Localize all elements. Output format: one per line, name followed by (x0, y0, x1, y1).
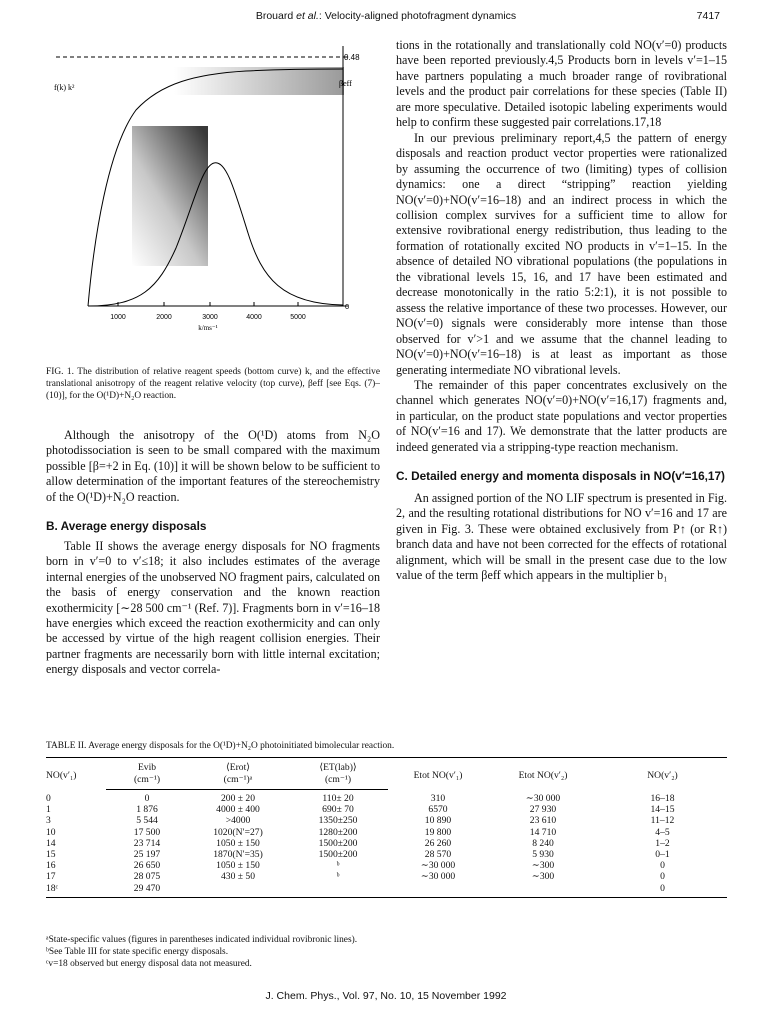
y-axis-label: f(k) k² (54, 83, 75, 92)
col-unit-erot: (cm⁻¹)ᵃ (188, 774, 288, 790)
col-header-no-v2: NO(v′₂) (598, 758, 727, 790)
table-cell: 1280±200 (318, 826, 358, 838)
table-cell: 310 (430, 792, 446, 804)
distribution-curve (88, 163, 343, 306)
table-cell: >4000 (225, 815, 251, 827)
x-tick-labels (110, 314, 306, 321)
col-header-no-v1: NO(v′₁) (46, 758, 106, 790)
x-axis-label: k/ms⁻¹ (198, 324, 218, 332)
x-tick-label: 4000 (246, 314, 262, 321)
x-tick-label: 3000 (202, 314, 218, 321)
table-cell: 10 (46, 826, 56, 838)
table-row (46, 883, 727, 898)
table-cell: 23 610 (529, 815, 557, 827)
table-cell (388, 883, 488, 898)
table-cell: 1500±200 (318, 849, 358, 861)
table-cell: 27 930 (529, 804, 557, 816)
table-cell: ᵇ (336, 871, 340, 883)
table-cell: 1 (46, 804, 51, 816)
figure-caption: FIG. 1. The distribution of relative reagent speeds (bottom curve) k, and the effective translational anisotropy of the reagent relative velocity (top curve), βeff [see Eqs. (7)–(10)], for the O(¹D)+N₂O reaction. (46, 367, 380, 402)
col-header-etot-v1: Etot NO(v′₁) (388, 758, 488, 790)
table-cell: 10 890 (424, 815, 452, 827)
table-cell: ∼300 (531, 860, 555, 872)
right-label-bottom: 0 (345, 302, 350, 311)
paragraph-remainder: The remainder of this paper concentrates exclusively on the channel which generates NO(v′=0)+NO(v′=16,17) fragments and, in particular, on the product state populations and vector properties of NO(v′=16 and 17). We demonstrate that the latter products are indeed generated via a stripping-type reaction mechanism. (396, 377, 727, 454)
table-cell: 4–5 (655, 826, 670, 838)
table-cell: 23 714 (133, 837, 161, 849)
right-series-label: βeff (339, 79, 352, 88)
table-row (46, 790, 727, 805)
table-cell: 14 710 (529, 826, 557, 838)
footnote-b: ᵇSee Table III for state specific energy disposals. (46, 947, 229, 957)
x-tick-label: 5000 (290, 314, 306, 321)
paragraph-lif-spectrum: An assigned portion of the NO LIF spectrum is presented in Fig. 2, and the resulting rotational distributions for NO v′=16 and 17 are given in Fig. 3. These were obtained exclusively from P↑ (or R↑) branch data and have not been corrected for the effects of rotational alignment, which will be small in the present case due to the low value of the term βeff which appears in the multiplier b₁ (396, 490, 727, 582)
table-cell: 0 (598, 883, 727, 898)
table-cell: 0–1 (655, 849, 670, 861)
table-cell: 0 (660, 860, 665, 872)
table-cell: 4000 ± 400 (216, 804, 260, 816)
journal-footer: J. Chem. Phys., Vol. 97, No. 10, 15 November 1992 (265, 990, 507, 1002)
x-ticks (118, 302, 298, 306)
col-unit-evib: (cm⁻¹) (106, 774, 188, 790)
col-header-erot: ⟨Erot⟩ (188, 758, 288, 775)
table-cell: 11–12 (650, 815, 675, 827)
table-cell: 3 (46, 815, 51, 827)
table-cell: ∼30 000 (525, 792, 561, 804)
shade-band-lower (132, 126, 208, 266)
section-heading-b: B. Average energy disposals (46, 519, 207, 534)
table-body (46, 790, 727, 898)
section-heading-c: C. Detailed energy and momenta disposals in NO(v′=16,17) (396, 469, 725, 484)
table-cell: 1–2 (655, 837, 670, 849)
table-cell: 16–18 (650, 792, 675, 804)
table-cell: 14 (46, 837, 56, 849)
footnote-a: ᵃState-specific values (figures in parentheses indicated individual rovibronic lines). (46, 935, 358, 945)
table-cell: ∼300 (531, 871, 555, 883)
table-cell: 200 ± 20 (220, 793, 256, 804)
table-cell: ∼30 000 (420, 860, 456, 872)
x-tick-label: 2000 (156, 314, 172, 321)
table-cell: 690± 70 (322, 804, 354, 816)
table-cell: 17 (46, 871, 56, 883)
table-cell: 28 570 (424, 849, 452, 861)
paragraph-anisotropy: Although the anisotropy of the O(¹D) atoms from N₂O photodissociation is seen to be small compared with the maximum possible [β=+2 in Eq. (10)] it will be shown below to be sufficient to allow determination of the important features of the stereochemistry of the O(¹D)+N₂O reaction. (46, 428, 380, 504)
table-cell: 0 (144, 793, 150, 804)
table-cell: 14–15 (650, 804, 675, 816)
table-cell: 8 240 (532, 837, 554, 849)
table-footnotes (46, 934, 357, 970)
table-cell: 15 (46, 849, 56, 861)
table-cell: 17 500 (133, 826, 161, 838)
table-cell: 1050 ± 150 (216, 837, 260, 849)
table-cell: 1870(N′=35) (213, 849, 263, 861)
table-cell: 5 544 (136, 815, 158, 827)
table-cell: 5 930 (532, 849, 554, 861)
table-cell: 1350±250 (318, 815, 358, 827)
table-cell: 110± 20 (322, 793, 354, 804)
table-cell (188, 883, 288, 898)
table-cell: 29 470 (106, 883, 188, 898)
table-cell: 0 (660, 871, 665, 883)
table-row (46, 827, 727, 838)
table-cell: 1 876 (136, 804, 158, 816)
table-row (46, 860, 727, 871)
figure-1 (46, 38, 380, 338)
shade-band-upper (174, 67, 344, 95)
table-cell (288, 883, 388, 898)
table-row (46, 849, 727, 860)
table-header (46, 758, 727, 790)
right-column (396, 38, 727, 583)
table-cell: 1020(N′=27) (213, 826, 263, 838)
table-cell: 1500±200 (318, 837, 358, 849)
table-cell: 0 (46, 792, 51, 804)
table-cell: 25 197 (133, 849, 161, 861)
table-row (46, 871, 727, 882)
table-row (46, 838, 727, 849)
footnote-c: ᶜv=18 observed but energy disposal data not measured. (46, 959, 252, 969)
table-cell: 430 ± 50 (220, 871, 256, 883)
table-row (46, 815, 727, 826)
col-header-et-lab: ⟨ET(lab)⟩ (288, 758, 388, 775)
paragraph-continuation: tions in the rotationally and translationally cold NO(v′=0) products have been reported previously.4,5 Products born in levels v′=1–15 have partners populating a much broader range of rovibrational levels and the product pair correlations for these species (Table II) are more speculative. Detailed isotopic labeling experiments would help to confirm these suggested pair correlations.17,18 (396, 38, 727, 130)
paragraph-energy-disposals: Table II shows the average energy disposals for NO fragments born in v′=0 to v′≤18; it also includes estimates of the average internal energies of the unobserved NO fragment pairs, calculated on the basis of energy conservation and the known reaction exothermicity [∼28 500 cm⁻¹ (Ref. 7)]. Fragments born in v′=16–18 have energies which exceed the reaction exothermicity and can only be accessed by virtue of the high reagent collision energies. Their partner fragments are necessarily born with little internal excitation; energy disposals and vector correla- (46, 538, 380, 677)
table-cell (488, 883, 598, 898)
table-cell: 16 (46, 860, 56, 872)
page-number: 7417 (696, 10, 720, 22)
figure-1-plot (46, 38, 380, 338)
table-cell: ᵇ (336, 860, 340, 872)
table-2 (46, 757, 727, 898)
beta-eff-curve (88, 69, 343, 306)
table-caption: TABLE II. Average energy disposals for the O(¹D)+N₂O photoinitiated bimolecular reaction. (46, 741, 395, 751)
table-row (46, 804, 727, 815)
right-label-top: 0.48 (344, 53, 360, 62)
x-tick-label: 1000 (110, 314, 126, 321)
col-header-evib: Evib (106, 758, 188, 775)
table-cell: 26 650 (133, 860, 161, 872)
table-cell: 1050 ± 150 (216, 860, 260, 872)
table-cell: ∼30 000 (420, 871, 456, 883)
table-cell: 18ᶜ (46, 883, 106, 898)
col-unit-et-lab: (cm⁻¹) (288, 774, 388, 790)
running-title: Brouard et al.: Velocity-aligned photofragment dynamics (255, 10, 517, 22)
col-header-etot-v2: Etot NO(v′₂) (488, 758, 598, 790)
paragraph-preliminary-report: In our previous preliminary report,4,5 the pattern of energy disposals and reaction product vector properties were rationalized by assuming the occurrence of two (limiting) types of collision dynamics: one a direct “stripping” reaction yielding NO(v′=0)+NO(v′=16–18) and an indirect process in which the collision complex survives for a sufficient time to allow for extensive rovibrational energy redistribution, thus leading to the formation of rotationally excited NO products in v′=1–15. In the absence of detailed NO vibrational populations (the populations in the vibrational levels 15, 16, and 17 have been estimated and decrease monotonically in the ratio 5:2:1), it is not possible to assess the relative importance of these two processes. However, our NO(v′=0) signals were considerably more intense than those observed for v′>1 and we assume that the channel leading to NO(v′=0)+NO(v′=16–18) is at least as important as those generating intermediate NO vibrational levels. (396, 130, 727, 377)
table-cell: 6570 (428, 804, 448, 816)
left-column (46, 428, 380, 678)
table-cell: 19 800 (424, 826, 452, 838)
table-cell: 28 075 (133, 871, 161, 883)
table-cell: 26 260 (424, 837, 452, 849)
